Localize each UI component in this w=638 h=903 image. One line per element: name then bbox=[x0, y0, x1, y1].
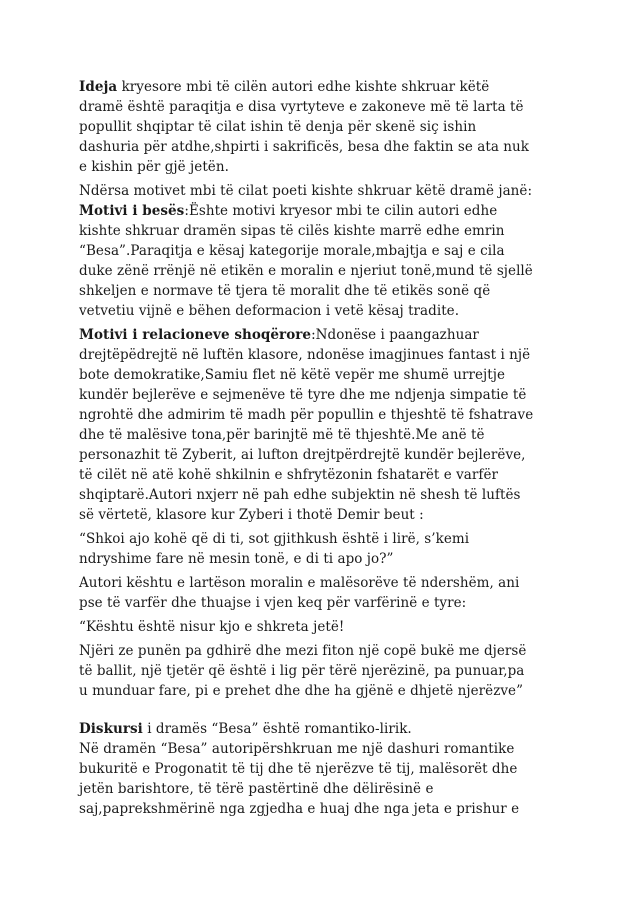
text-run: saj,paprekshmërinë nga zgjedha e huaj dhe nga jeta e prishur e bbox=[79, 801, 520, 817]
text-line bbox=[79, 405, 567, 425]
text-run: kishte shkruar dramën sipas të cilës kishte marrë edhe emrin bbox=[79, 223, 505, 239]
text-run: “Shkoi ajo kohë që di ti, sot gjithkush është i lirë, s’kemi bbox=[79, 531, 470, 547]
text-line bbox=[79, 779, 567, 799]
text-run: kundër bejlerëve e sejmenëve të tyre dhe me ndjenja simpatie të bbox=[79, 387, 527, 403]
text-line bbox=[79, 719, 567, 739]
text-line bbox=[79, 549, 567, 569]
paragraph bbox=[79, 325, 567, 525]
text-run: ngrohtë dhe admirim të madh për popullin e thjeshtë të fshatrave bbox=[79, 407, 534, 423]
text-line bbox=[79, 325, 567, 345]
text-run: kryesore mbi të cilën autori edhe kishte shkruar këtë bbox=[117, 79, 490, 95]
text-line bbox=[79, 641, 567, 661]
text-line bbox=[79, 485, 567, 505]
text-line bbox=[79, 573, 567, 593]
paragraph bbox=[79, 529, 567, 569]
text-line bbox=[79, 661, 567, 681]
text-line bbox=[79, 465, 567, 485]
bold-term: Motivi i relacioneve shoqërore bbox=[79, 327, 312, 343]
text-run: “Besa”.Paraqitja e kësaj kategorije morale,mbajtja e saj e cila bbox=[79, 243, 505, 259]
paragraph bbox=[79, 641, 567, 701]
text-run: “Kështu është nisur kjo e shkreta jetë! bbox=[79, 619, 345, 635]
text-line bbox=[79, 425, 567, 445]
text-run: ndryshime fare në mesin tonë, e di ti apo jo?” bbox=[79, 551, 394, 567]
text-run: shqiptarë.Autori nxjerr në pah edhe subjektin në shesh të luftës bbox=[79, 487, 521, 503]
paragraph bbox=[79, 181, 567, 321]
text-run: së vërtetë, klasore kur Zyberi i thotë Demir beut : bbox=[79, 507, 424, 523]
text-line bbox=[79, 799, 567, 819]
text-run: dhe të malësive tona,për barinjtë më të thjeshtë.Me anë të bbox=[79, 427, 485, 443]
text-run: pse të varfër dhe thuajse i vjen keq për varfërinë e tyre: bbox=[79, 595, 467, 611]
text-run: :Ndonëse i paangazhuar bbox=[311, 327, 479, 343]
text-run: :Ështe motivi kryesor mbi te cilin autori edhe bbox=[184, 203, 498, 219]
text-run: bukuritë e Progonatit të tij dhe të njerëzve të tij, malësorët dhe bbox=[79, 761, 518, 777]
text-run: bote demokratike,Samiu flet në këtë vepër me shumë urrejtje bbox=[79, 367, 505, 383]
text-line bbox=[79, 445, 567, 465]
bold-term: Motivi i besës bbox=[79, 203, 185, 219]
text-run: Autori kështu e lartëson moralin e malësorëve të ndershëm, ani bbox=[79, 575, 520, 591]
text-line bbox=[79, 385, 567, 405]
text-line bbox=[79, 157, 567, 177]
text-line bbox=[79, 365, 567, 385]
text-line bbox=[79, 301, 567, 321]
text-run: personazhit të Zyberit, ai lufton drejtpërdrejtë kundër bejlerëve, bbox=[79, 447, 526, 463]
text-line bbox=[79, 201, 567, 221]
text-line bbox=[79, 221, 567, 241]
document-page bbox=[79, 77, 567, 823]
text-line bbox=[79, 759, 567, 779]
text-line bbox=[79, 181, 567, 201]
text-line bbox=[79, 261, 567, 281]
text-line bbox=[79, 117, 567, 137]
text-line bbox=[79, 281, 567, 301]
text-run: Në dramën “Besa” autoripërshkruan me një dashuri romantike bbox=[79, 741, 515, 757]
text-line bbox=[79, 505, 567, 525]
text-run: i dramës “Besa” është romantiko-lirik. bbox=[142, 721, 412, 737]
paragraph bbox=[79, 617, 567, 637]
text-run: dramë është paraqitja e disa vyrtyteve e zakoneve më të larta të bbox=[79, 99, 524, 115]
text-line bbox=[79, 617, 567, 637]
text-run: shkeljen e normave të tjera të moralit dhe të etikës sonë që bbox=[79, 283, 491, 299]
text-run: jetën barishtore, të tërë pastërtinë dhe dëlirësinë e bbox=[79, 781, 434, 797]
text-run: Njëri ze punën pa gdhirë dhe mezi fiton një copë bukë me djersë bbox=[79, 643, 527, 659]
text-line bbox=[79, 241, 567, 261]
text-line bbox=[79, 529, 567, 549]
text-line bbox=[79, 593, 567, 613]
text-line bbox=[79, 681, 567, 701]
text-run: u munduar fare, pi e prehet dhe dhe ha gjënë e dhjetë njerëzve” bbox=[79, 683, 524, 699]
text-run: drejtëpëdrejtë në luftën klasore, ndonëse imagjinues fantast i një bbox=[79, 347, 531, 363]
bold-term: Ideja bbox=[79, 79, 118, 95]
text-line bbox=[79, 77, 567, 97]
paragraph bbox=[79, 573, 567, 613]
text-run: dashuria për atdhe,shpirti i sakrificës, besa dhe faktin se ata nuk bbox=[79, 139, 529, 155]
text-line bbox=[79, 739, 567, 759]
text-run: duke zënë rrënjë në etikën e moralin e njeriut tonë,mund të sjellë bbox=[79, 263, 533, 279]
text-line bbox=[79, 137, 567, 157]
text-run: të ballit, një tjetër që është i lig për tërë njerëzinë, pa punuar,pa bbox=[79, 663, 525, 679]
text-line bbox=[79, 345, 567, 365]
text-run: të cilët në atë kohë shkilnin e shfrytëzonin fshatarët e varfër bbox=[79, 467, 498, 483]
paragraph bbox=[79, 719, 567, 819]
text-line bbox=[79, 97, 567, 117]
text-run: Ndërsa motivet mbi të cilat poeti kishte shkruar këtë dramë janë: bbox=[79, 183, 533, 199]
paragraph bbox=[79, 77, 567, 177]
text-run: popullit shqiptar të cilat ishin të denja për skenë siç ishin bbox=[79, 119, 477, 135]
bold-term: Diskursi bbox=[79, 721, 143, 737]
text-run: vetvetiu vijnë e bëhen deformacion i vetë kësaj tradite. bbox=[79, 303, 460, 319]
text-run: e kishin për gjë jetën. bbox=[79, 159, 229, 175]
